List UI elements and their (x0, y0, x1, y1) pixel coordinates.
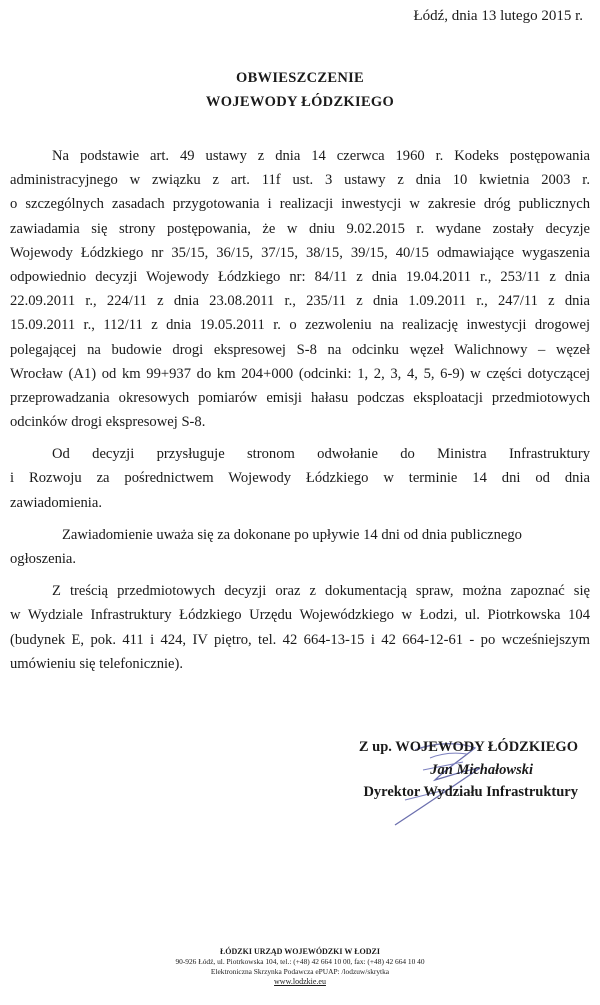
text-line: polegającej na budowie drogi ekspresowej S-8 na odcinku węzeł Walichnowy – węzeł (10, 341, 590, 358)
document-title (0, 66, 600, 114)
text-line: Z treścią przedmiotowych decyzji oraz z dokumentacją spraw, można zapoznać się (52, 583, 590, 600)
text-line: Wojewody Łódzkiego nr 35/15, 36/15, 37/15, 38/15, 39/15, 40/15 odmawiające wygaszenia (10, 244, 590, 261)
text-line: Wrocław (A1) od km 99+937 do km 204+000 (odcinki: 1, 2, 3, 4, 5, 6-9) w części dotyczącej (10, 365, 590, 382)
footer-website-link[interactable]: www.lodzkie.eu (274, 977, 326, 986)
text-line: 15.09.2011 r., 112/11 z dnia 19.05.2011 r. o zezwoleniu na realizację inwestycji drogowej (10, 317, 590, 334)
text-line: w Wydziale Infrastruktury Łódzkiego Urzędu Wojewódzkiego w Łodzi, ul. Piotrkowska 104 (10, 607, 590, 624)
footer-address: 90-926 Łódź, ul. Piotrkowska 104, tel.: (+48) 42 664 10 00, fax: (+48) 42 664 10 40 (175, 957, 425, 966)
text-line: Na podstawie art. 49 ustawy z dnia 14 czerwca 1960 r. Kodeks postępowania (52, 148, 590, 164)
text-line: Od decyzji przysługuje stronom odwołanie do Ministra Infrastruktury (52, 446, 590, 463)
document-body (10, 144, 590, 676)
signatory-department: Dyrektor Wydziału Infrastruktury (363, 784, 578, 800)
footer-organization: ŁÓDZKI URZĄD WOJEWÓDZKI W ŁODZI (219, 947, 381, 956)
title-line-1: OBWIESZCZENIE (236, 70, 364, 86)
signatory-name: Jan Michałowski (430, 762, 533, 778)
document-date: Łódź, dnia 13 lutego 2015 r. (413, 8, 583, 24)
text-line: przeprowadzania okresowych pomiarów emisji hałasu podczas eksploatacji przedmiotowych (10, 389, 590, 406)
paragraph-notice-effective (10, 523, 590, 571)
text-line: zawiadomienia. (10, 494, 102, 511)
text-line: o szczególnych zasadach przygotowania i realizacji inwestycji w zakresie dróg publicznych (10, 196, 590, 213)
signature-role: Z up. WOJEWODY ŁÓDZKIEGO (358, 739, 578, 755)
text-line: umówieniu się telefonicznie). (10, 655, 184, 672)
text-line: odcinków drogi ekspresowej S-8. (10, 414, 206, 431)
title-line-2: WOJEWODY ŁÓDZKIEGO (205, 94, 395, 110)
footer-epuap: Elektroniczna Skrzynka Podawcza ePUAP: /lodzuw/skrytka (210, 967, 390, 976)
text-line: Zawiadomienie uważa się za dokonane po upływie 14 dni od dnia publicznego (62, 526, 522, 543)
text-line: ogłoszenia. (10, 551, 77, 567)
text-line: administracyjnego w związku z art. 11f ust. 3 ustawy z dnia 10 kwietnia 2003 r. (10, 172, 590, 189)
paragraph-appeal (10, 442, 590, 515)
signature-block (359, 735, 578, 803)
paragraph-documentation (10, 579, 590, 676)
page-footer (0, 947, 600, 987)
text-line: zawiadamia się strony postępowania, że w dniu 9.02.2015 r. wydane zostały decyzje (10, 220, 590, 237)
text-line: (budynek E, pok. 411 i 424, IV piętro, tel. 42 664-13-15 i 42 664-12-61 - po wcześniejszym (10, 631, 590, 648)
text-line: odpowiednio decyzji Wojewody Łódzkiego nr: 84/11 z dnia 19.04.2011 r., 253/11 z dnia (10, 268, 590, 285)
text-line: i Rozwoju za pośrednictwem Wojewody Łódzkiego w terminie 14 dni od dnia (10, 470, 590, 487)
paragraph-legal-basis (10, 144, 590, 434)
text-line: 22.09.2011 r., 224/11 z dnia 23.08.2011 r., 235/11 z dnia 1.09.2011 r., 247/11 z dnia (10, 293, 590, 310)
